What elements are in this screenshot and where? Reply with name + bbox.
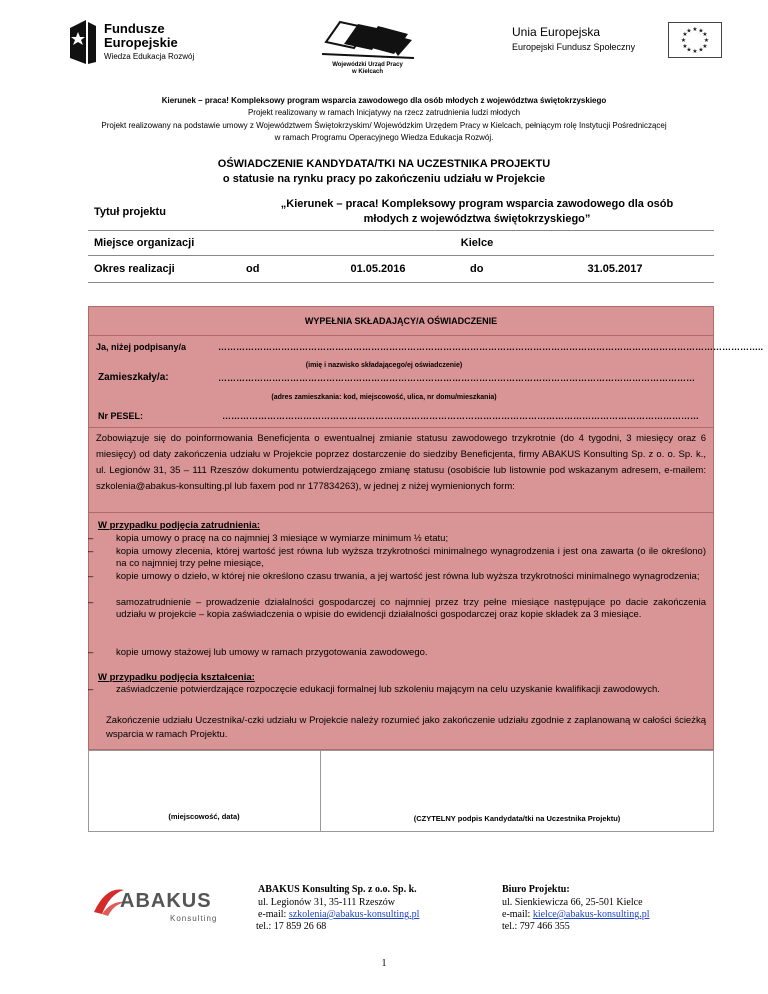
fe-star-flag-icon <box>68 18 98 66</box>
fe-line3: Wiedza Edukacja Rozwój <box>104 52 195 61</box>
section-divider-1 <box>88 427 714 428</box>
dash-icon: – <box>88 684 94 695</box>
project-title-row <box>88 194 714 231</box>
place-date-field[interactable]: (miejscowość, data) <box>168 812 240 821</box>
project-info-table <box>88 194 714 283</box>
company-email-line <box>258 909 419 921</box>
wup-line1: Wojewódzki Urząd Pracy <box>332 62 403 68</box>
dash-icon: – <box>88 546 94 557</box>
education-item-text: zaświadczenie potwierdzające rozpoczęcie edukacji formalnej lub szkoleniu mającym na celu uzyskanie kwalifikacji zawodowych. <box>116 684 660 695</box>
dash-icon: – <box>88 597 94 608</box>
declaration-heading: WYPEŁNIA SKŁADAJĄCY/A OŚWIADCZENIE <box>88 306 714 336</box>
period-to-label: do <box>464 256 516 283</box>
fe-line2: Europejskie <box>104 35 178 50</box>
svg-text:★: ★ <box>702 43 708 50</box>
ue-title: Unia Europejska <box>512 25 601 39</box>
period-label: Okres realizacji <box>88 256 240 283</box>
svg-text:★: ★ <box>698 46 704 54</box>
name-label: Ja, niżej podpisany/a <box>96 342 187 352</box>
address-field[interactable]: …………………………………………………………………………………………………………………………………………… <box>218 373 695 383</box>
name-hint: (imię i nazwisko składającego/ej oświadczenie) <box>305 362 463 369</box>
intro-line3: Projekt realizowany na podstawie umowy z Województwem Świętokrzyskim/ Wojewódzkim Urzędem Pracy w Kielcach, pełniącym rolę Instytucji Pośredniczącej <box>101 121 667 130</box>
page-number: 1 <box>381 958 387 969</box>
eu-stars <box>669 23 721 57</box>
fe-line1: Fundusze <box>104 21 165 36</box>
company-tel: tel.: 17 859 26 68 <box>256 921 327 932</box>
fundusze-europejskie-logo <box>68 18 218 68</box>
address-label: Zamieszkały/a: <box>98 372 169 383</box>
period-row <box>88 256 714 283</box>
employment-item-text: kopie umowy o dzieło, w której nie określono czasu trwania, a jej wartość jest równa lub wyższa trzykrotności minimalnego wynagrodzenia; <box>116 571 700 582</box>
place-label: Miejsce organizacji <box>88 231 240 256</box>
period-from-value: 01.05.2016 <box>292 256 464 283</box>
company-address: ul. Legionów 31, 35-111 Rzeszów <box>258 897 396 908</box>
name-field[interactable]: ……………………………………………………………………………………………………………………………………………………………….. <box>218 342 764 352</box>
employment-item-text: kopia umowy zlecenia, której wartość jest równa lub wyższa trzykrotności minimalnego wynagrodzenia i jest ona zawarta (o ile określono) na co najmniej trzy pełne miesiące, <box>116 546 706 569</box>
pesel-field[interactable]: …………………………………………………………………………………………………………………………………………… <box>222 411 699 421</box>
company-name: ABAKUS Konsulting Sp. z o.o. Sp. k. <box>258 884 417 895</box>
signature-field[interactable]: (CZYTELNY podpis Kandydata/tki na Uczestnika Projektu) <box>413 814 621 823</box>
office-email-line <box>502 909 650 921</box>
svg-text:★: ★ <box>682 31 688 38</box>
office-email-link[interactable]: kielce@abakus-konsulting.pl <box>532 909 650 920</box>
notification-paragraph: Zobowiązuje się do poinformowania Beneficjenta o ewentualnej zmianie statusu zawodowego trzykrotnie (do 4 tygodni, 3 miesięcy oraz 6 miesięcy) od daty zakończenia udziału w Projekcie poprzez dostarczenie do siedziby Beneficjenta, firmy ABAKUS Konsulting Sp. z o. o. Sp. k., ul. Legionów 31, 35 – 111 Rzeszów dokumentu potwierdzającego zmianę statusu (osobiście lub listownie pod wskazanym adresem, e-mailem: szkolenia@abakus-konsulting.pl lub faxem pod nr 177834263), w jednej z niżej wymienionych form: <box>96 433 706 492</box>
abakus-logo <box>92 880 222 928</box>
wup-text <box>310 62 425 76</box>
svg-text:★: ★ <box>686 27 692 35</box>
dash-icon: – <box>88 571 94 582</box>
office-tel: tel.: 797 466 355 <box>502 921 570 932</box>
svg-text:★: ★ <box>702 31 708 38</box>
place-row <box>88 231 714 256</box>
address-hint: (adres zamieszkania: kod, miejscowość, ulica, nr domu/mieszkania) <box>271 394 497 401</box>
dash-icon: – <box>88 647 94 658</box>
office-address: ul. Sienkiewicza 66, 25-501 Kielce <box>502 897 643 908</box>
company-email-label: e-mail: <box>258 909 289 920</box>
svg-text:★: ★ <box>698 27 704 35</box>
dash-icon: – <box>88 533 94 544</box>
completion-paragraph: Zakończenie udziału Uczestnika/-czki udziału w Projekcie należy rozumieć jako zakończenie udziału zgodnie z zaplanowaną w całości ścieżką wsparcia w ramach Projektu. <box>106 715 706 740</box>
employment-item-text: samozatrudnienie – prowadzenie działalności gospodarczej co najmniej przez trzy pełne miesiące następujące po dacie zakończenia udziału w projekcie – kopia zaświadczenia o wpisie do ewidencji działalności gospodarczej oraz kopie składek za 3 miesiące. <box>116 597 706 620</box>
project-title-label: Tytuł projektu <box>88 194 240 231</box>
svg-text:★: ★ <box>682 43 688 50</box>
svg-text:★: ★ <box>692 26 698 33</box>
ue-subtitle: Europejski Fundusz Społeczny <box>512 42 636 52</box>
eu-flag-icon <box>668 22 722 58</box>
document-subtitle: o statusie na rynku pracy po zakończeniu udziału w Projekcie <box>222 173 546 185</box>
intro-line2: Projekt realizowany w ramach Inicjatywy na rzecz zatrudnienia ludzi młodych <box>247 108 521 117</box>
project-title-value <box>240 194 714 231</box>
period-from-label: od <box>240 256 292 283</box>
education-heading: W przypadku podjęcia kształcenia: <box>98 672 255 683</box>
svg-text:★: ★ <box>703 37 710 44</box>
wup-line2: w Kielcach <box>351 69 383 75</box>
period-to-value: 31.05.2017 <box>516 256 714 283</box>
office-email-label: e-mail: <box>502 909 533 920</box>
wup-kielce-logo <box>310 14 425 84</box>
intro-line4: w ramach Programu Operacyjnego Wiedza Edukacja Rozwój. <box>274 133 494 142</box>
wup-arrow-icon <box>320 14 415 60</box>
pesel-label: Nr PESEL: <box>98 411 144 421</box>
employment-heading: W przypadku podjęcia zatrudnienia: <box>98 520 261 531</box>
project-title-value-l1: „Kierunek – praca! Kompleksowy program wsparcia zawodowego dla osób <box>280 198 674 210</box>
project-title-value-l2: młodych z województwa świętokrzyskiego” <box>363 213 591 225</box>
abakus-word: ABAKUS <box>120 890 212 912</box>
place-value: Kielce <box>240 231 714 256</box>
employment-item-text: kopia umowy o pracę na co najmniej 3 miesiące w wymiarze minimum ½ etatu; <box>116 533 449 544</box>
office-name: Biuro Projektu: <box>502 884 570 895</box>
abakus-sub: Konsulting <box>170 914 218 923</box>
svg-text:★: ★ <box>686 46 692 54</box>
svg-text:★: ★ <box>692 48 698 55</box>
section-divider-2 <box>88 512 714 513</box>
document-title: OŚWIADCZENIE KANDYDATA/TKI NA UCZESTNIKA PROJEKTU <box>217 158 551 170</box>
company-email-link[interactable]: szkolenia@abakus-konsulting.pl <box>288 909 420 920</box>
intro-line1: Kierunek – praca! Kompleksowy program wsparcia zawodowego dla osób młodych z województwa świętokrzyskiego <box>161 96 607 105</box>
svg-text:★: ★ <box>680 37 687 44</box>
employment-item-text: kopie umowy stażowej lub umowy w ramach przygotowania zawodowego. <box>116 647 428 658</box>
